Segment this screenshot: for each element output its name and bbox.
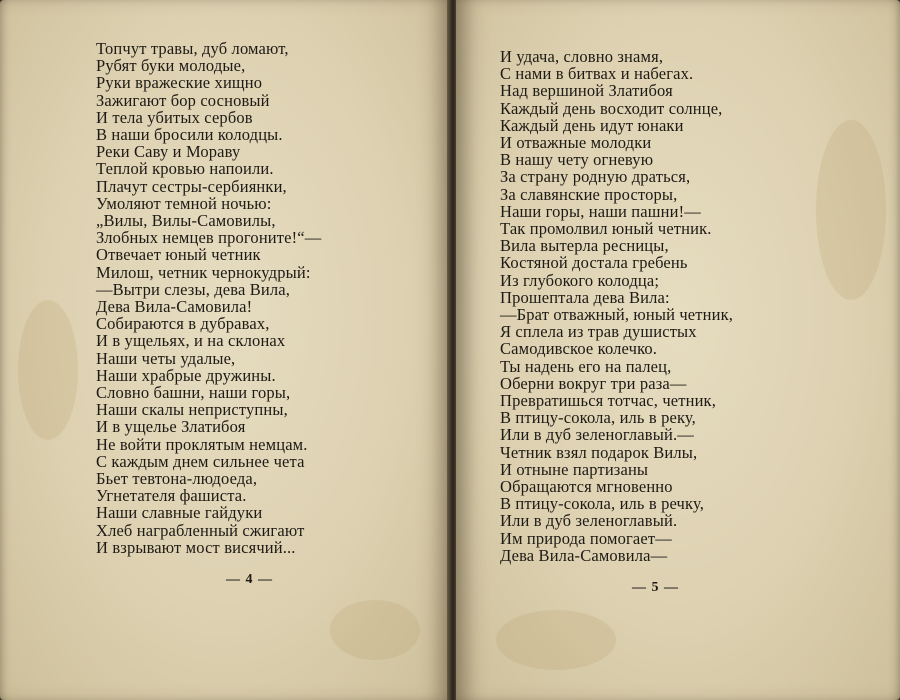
verse-line: Самодивское колечко.: [500, 339, 658, 359]
verse-line: Вила вытерла ресницы,: [500, 236, 669, 256]
verse-line: Или в дуб зеленоглавый.—: [500, 425, 694, 445]
right-page: [456, 0, 900, 700]
verse-line: Наши горы, наши пашни!—: [500, 201, 701, 221]
verse-line: —Брат отважный, юный четник,: [500, 305, 734, 325]
verse-line: И отныне партизаны: [500, 459, 649, 479]
paper-stain: [496, 610, 616, 670]
verse-line: Не войти проклятым немцам.: [96, 434, 308, 454]
verse-line: И удача, словно знамя,: [500, 47, 664, 66]
verse-line: Им природа помогает—: [500, 528, 672, 548]
verse-line: За страну родную драться,: [500, 167, 691, 187]
verse-line: „Вилы, Вилы-Самовилы,: [96, 211, 276, 231]
verse-line: Словно башни, наши горы,: [96, 383, 291, 403]
verse-line: Наши славные гайдуки: [96, 503, 263, 523]
verse-line: В наши бросили колодцы.: [96, 125, 283, 145]
verse-line: Над вершиной Златибоя: [500, 81, 673, 101]
paper-stain: [816, 120, 886, 300]
verse-line: Дева Вила-Самовила—: [500, 545, 668, 565]
verse-line: За славянские просторы,: [500, 184, 678, 204]
verse-line: Каждый день восходит солнце,: [500, 98, 723, 118]
verse-line: В нашу чету огневую: [500, 150, 654, 170]
verse-line: Хлеб награбленный сжигают: [96, 520, 305, 540]
page-number: — 4 —: [226, 572, 273, 587]
verse-line: Руки вражеские хищно: [96, 73, 263, 93]
paper-stain: [18, 300, 78, 440]
verse-line: С каждым днем сильнее чета: [96, 451, 305, 471]
verse-line: Дева Вила-Самовила!: [96, 297, 253, 317]
verse-line: И тела убитых сербов: [96, 107, 253, 127]
verse-line: В птицу-сокола, иль в реку,: [500, 408, 696, 428]
verse-line: В птицу-сокола, иль в речку,: [500, 494, 704, 514]
verse-line: Превратишься тотчас, четник,: [500, 391, 717, 411]
paper-stain: [330, 600, 420, 660]
verse-line: Обращаются мгновенно: [500, 477, 673, 497]
verse-line: Злобных немцев прогоните!“—: [96, 228, 322, 248]
verse-line: Реки Саву и Мораву: [96, 142, 241, 162]
verse-line: Теплой кровью напоили.: [96, 159, 274, 179]
verse-line: Отвечает юный четник: [96, 245, 261, 265]
verse-line: Прошептала дева Вила:: [500, 287, 670, 307]
verse-line: И взрывают мост висячий...: [96, 537, 296, 557]
verse-line: Наши храбрые дружины.: [96, 365, 276, 385]
verse-line: Плачут сестры-сербиянки,: [96, 176, 287, 196]
verse-line: Наши четы удалые,: [96, 348, 236, 368]
verse-line: Наши скалы неприступны,: [96, 400, 288, 420]
verse-line: Бьет тевтона-людоеда,: [96, 469, 258, 489]
verse-line: Каждый день идут юнаки: [500, 115, 684, 135]
verse-line: С нами в битвах и набегах.: [500, 64, 694, 84]
verse-line: —Вытри слезы, дева Вила,: [96, 279, 291, 299]
verse-line: Рубят буки молодые,: [96, 56, 246, 76]
verse-line: Костяной достала гребень: [500, 253, 688, 273]
left-page-verse: [96, 40, 321, 556]
verse-line: Я сплела из трав душистых: [500, 322, 697, 342]
verse-line: Из глубокого колодца;: [500, 270, 660, 290]
verse-line: Четник взял подарок Вилы,: [500, 442, 698, 462]
verse-line: Зажигают бор сосновый: [96, 90, 270, 110]
page-number: — 5 —: [632, 580, 679, 595]
verse-line: И в ущелье Златибоя: [96, 417, 246, 437]
verse-line: Ты надень его на палец,: [500, 356, 672, 376]
verse-line: Угнетателя фашиста.: [96, 486, 247, 506]
verse-line: И в ущельях, и на склонах: [96, 331, 286, 351]
right-page-verse: [500, 48, 733, 564]
verse-line: Милош, четник чернокудрый:: [96, 262, 311, 282]
verse-line: Или в дуб зеленоглавый.: [500, 511, 678, 531]
verse-line: Оберни вокруг три раза—: [500, 373, 687, 393]
verse-line: Собираются в дубравах,: [96, 314, 270, 334]
verse-line: Умоляют темной ночью:: [96, 193, 272, 213]
verse-line: Так промолвил юный четник.: [500, 219, 712, 239]
verse-line: Топчут травы, дуб ломают,: [96, 39, 289, 58]
verse-line: И отважные молодки: [500, 133, 652, 153]
